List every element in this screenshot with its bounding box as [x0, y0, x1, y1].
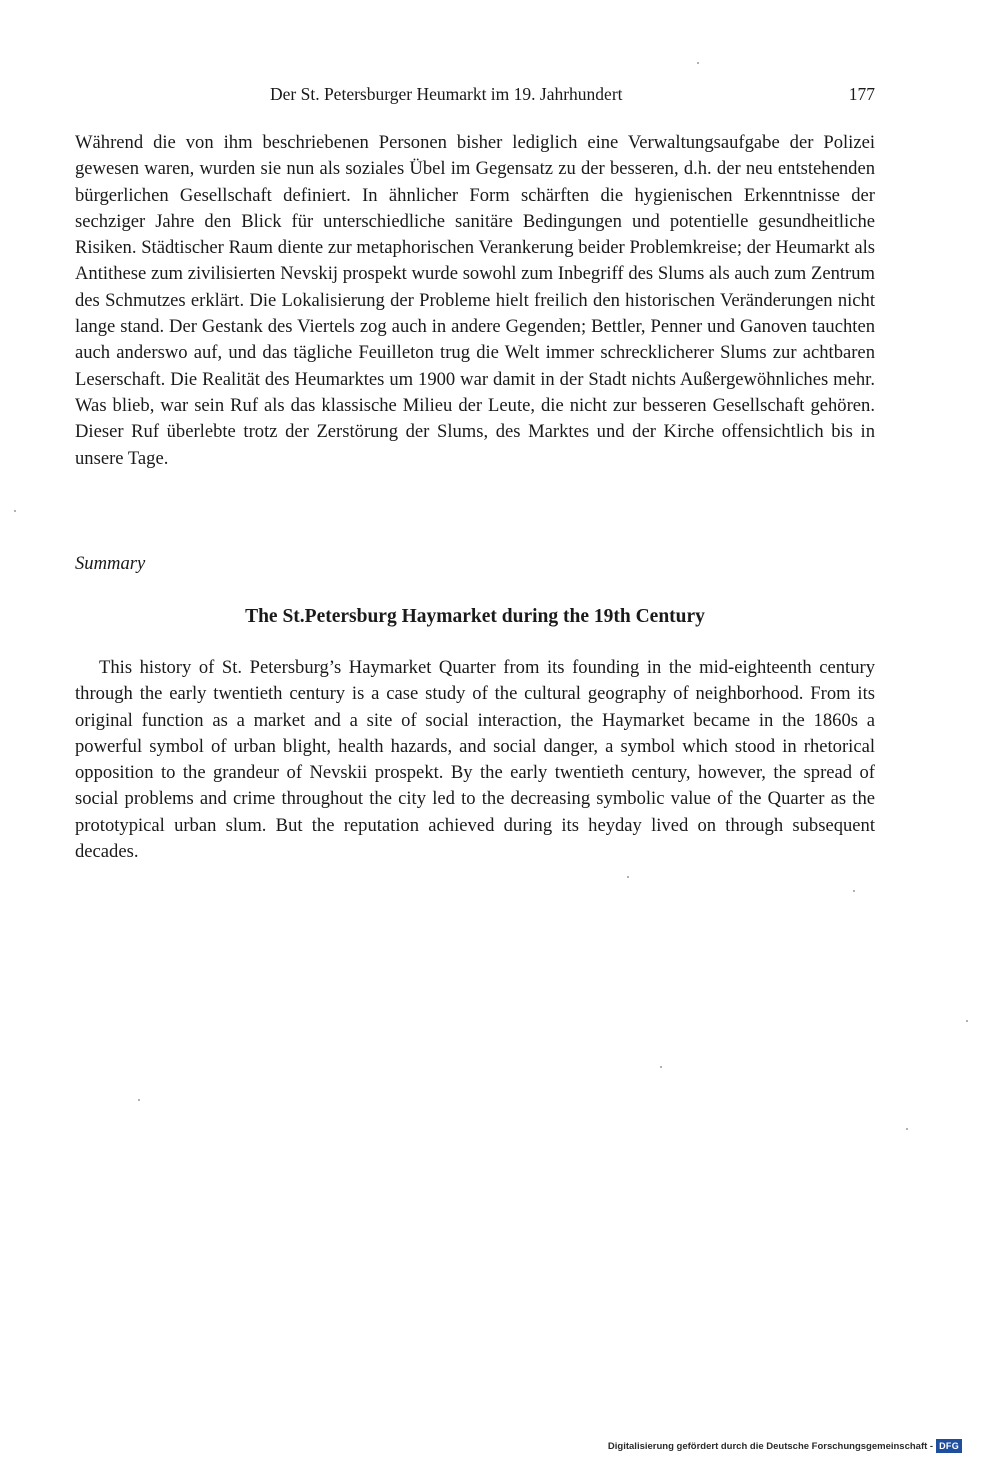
credit-text: Digitalisierung gefördert durch die Deutsche Forschungsgemeinschaft - [607, 1440, 934, 1452]
scan-speck [138, 1099, 140, 1101]
scan-speck [660, 1066, 662, 1068]
running-header [75, 80, 875, 108]
summary-label: Summary [75, 553, 146, 574]
scan-speck [697, 62, 699, 64]
digitization-credit [608, 1438, 962, 1454]
scan-speck [906, 1128, 908, 1130]
running-title: Der St. Petersburger Heumarkt im 19. Jahrhundert [270, 84, 623, 104]
scan-speck [14, 510, 16, 512]
dfg-logo-icon: DFG [936, 1439, 962, 1453]
german-paragraph: Während die von ihm beschriebenen Personen bisher lediglich eine Verwaltungsaufgabe der Polizei gewesen waren, wurden sie nun als soziales Übel im Gegensatz zu der besseren, d.h. der neu entstehenden bürgerlichen Gesellschaft definiert. In ähnlicher Form schärften die hygienischen Erkenntnisse der sechziger Jahre den Blick für unterschiedliche sanitäre Bedingungen und potentielle gesundheitliche Risiken. Städtischer Raum diente zur metaphorischen Verankerung beider Problemkreise; der Heumarkt als Antithese zum zivilisierten Nevskij prospekt wurde sowohl zum Inbegriff des Slums als auch zum Zentrum des Schmutzes erklärt. Die Lokalisierung der Probleme hielt freilich den historischen Veränderungen nicht lange stand. Der Gestank des Viertels zog auch in andere Gegenden; Bettler, Penner und Ganoven tauchten auch anderswo auf, und das tägliche Feuilleton trug die Welt immer schrecklicherer Slums zur achtbaren Leserschaft. Die Realität des Heumarktes um 1900 war damit in der Stadt nichts Außergewöhnliches mehr. Was blieb, war sein Ruf als das klassische Milieu der Leute, die nicht zur besseren Gesellschaft gehören. Dieser Ruf überlebte trotz der Zerstörung der Slums, des Marktes und der Kirche offensichtlich bis in unsere Tage. [75, 132, 875, 469]
page-number: 177 [848, 84, 875, 104]
summary-paragraph: This history of St. Petersburg’s Haymarket Quarter from its founding in the mid-eighteenth century through the early twentieth century is a case study of the cultural geography of neighborhood. From its original function as a market and a site of social interaction, the Haymarket became in the 1860s a powerful symbol of urban blight, health hazards, and social danger, a symbol which stood in rhetorical opposition to the grandeur of Nevskii prospekt. By the early twentieth century, however, the spread of social problems and crime throughout the city led to the decreasing symbolic value of the Quarter as the prototypical urban slum. But the reputation achieved during its heyday lived on through subsequent decades. [75, 657, 875, 863]
summary-title: The St.Petersburg Haymarket during the 19th Century [245, 606, 705, 627]
scan-speck [627, 876, 629, 878]
scan-speck [853, 890, 855, 892]
scan-speck [966, 1020, 968, 1022]
